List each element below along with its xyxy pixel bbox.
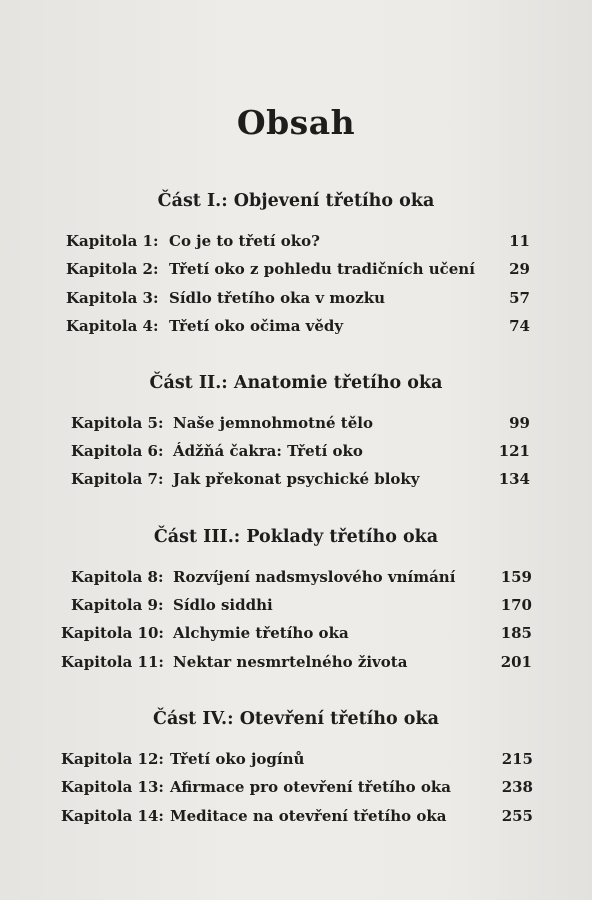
toc-entry — [66, 229, 530, 253]
chapter-title: Nektar nesmrtelného života — [173, 653, 408, 671]
chapter-title: Třetí oko očima vědy — [169, 317, 344, 335]
chapter-label: Kapitola 6: — [71, 442, 164, 460]
toc-entry — [61, 650, 532, 674]
chapter-page: 159 — [500, 568, 532, 586]
chapter-page: 74 — [509, 317, 530, 335]
chapter-page: 29 — [509, 260, 530, 278]
chapter-label: Kapitola 14: — [61, 807, 164, 825]
page-title: Obsah — [236, 103, 356, 142]
chapter-page: 99 — [509, 414, 530, 432]
chapter-label: Kapitola 10: — [61, 624, 164, 642]
chapter-title: Afirmace pro otevření třetího oka — [170, 778, 452, 796]
toc-entry — [61, 775, 533, 799]
chapter-label: Kapitola 7: — [71, 470, 164, 488]
chapter-title: Ádžňá čakra: Třetí oko — [173, 442, 363, 460]
chapter-title: Meditace na otevření třetího oka — [170, 807, 447, 825]
part-heading-2: Část II.: Anatomie třetího oka — [149, 373, 443, 393]
chapter-page: 185 — [500, 624, 532, 642]
chapter-title: Sídlo siddhi — [173, 596, 273, 614]
chapter-title: Třetí oko jogínů — [170, 750, 305, 768]
chapter-title: Sídlo třetího oka v mozku — [169, 289, 386, 307]
toc-entry — [71, 439, 530, 463]
chapter-label: Kapitola 5: — [71, 414, 164, 432]
chapter-page: 255 — [501, 807, 533, 825]
toc-entry — [61, 804, 533, 828]
chapter-title: Co je to třetí oko? — [169, 232, 320, 250]
chapter-page: 121 — [498, 442, 530, 460]
toc-entry — [71, 593, 532, 617]
toc-entry — [71, 467, 530, 491]
toc-entry — [66, 286, 530, 310]
chapter-page: 215 — [501, 750, 533, 768]
chapter-title: Třetí oko z pohledu tradičních učení — [169, 260, 475, 278]
toc-entry — [66, 314, 530, 338]
chapter-page: 11 — [509, 232, 530, 250]
chapter-title: Naše jemnohmotné tělo — [173, 414, 373, 432]
toc-entry — [61, 621, 532, 645]
chapter-title: Jak překonat psychické bloky — [173, 470, 420, 488]
chapter-page: 170 — [500, 596, 532, 614]
chapter-label: Kapitola 2: — [66, 260, 159, 278]
chapter-label: Kapitola 11: — [61, 653, 164, 671]
toc-entry — [61, 747, 533, 771]
chapter-label: Kapitola 13: — [61, 778, 164, 796]
chapter-title: Rozvíjení nadsmyslového vnímání — [173, 568, 456, 586]
part-heading-1: Část I.: Objevení třetího oka — [157, 191, 435, 211]
chapter-label: Kapitola 12: — [61, 750, 164, 768]
chapter-label: Kapitola 8: — [71, 568, 164, 586]
toc-entry — [71, 411, 530, 435]
part-heading-3: Část III.: Poklady třetího oka — [153, 527, 439, 547]
chapter-page: 57 — [509, 289, 530, 307]
chapter-label: Kapitola 1: — [66, 232, 159, 250]
part-heading-4: Část IV.: Otevření třetího oka — [153, 709, 439, 729]
toc-entry — [71, 565, 532, 589]
chapter-title: Alchymie třetího oka — [173, 624, 349, 642]
chapter-label: Kapitola 3: — [66, 289, 159, 307]
chapter-page: 134 — [498, 470, 530, 488]
toc-entry — [66, 257, 530, 281]
chapter-page: 201 — [500, 653, 532, 671]
chapter-label: Kapitola 9: — [71, 596, 164, 614]
chapter-page: 238 — [501, 778, 533, 796]
chapter-label: Kapitola 4: — [66, 317, 159, 335]
